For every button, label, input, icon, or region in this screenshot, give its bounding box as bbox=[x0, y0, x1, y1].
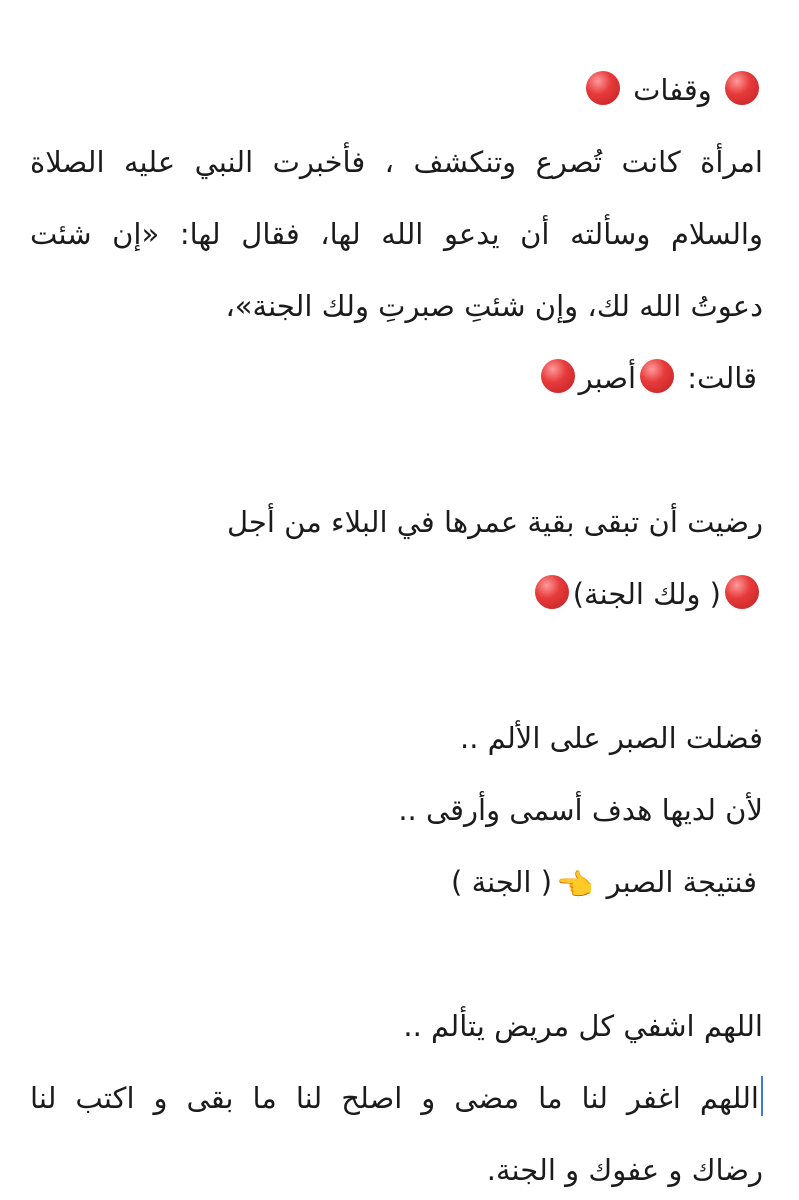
red-circle-icon bbox=[725, 575, 759, 609]
paragraph-line: رضاك و عفوك و الجنة. bbox=[486, 1153, 763, 1187]
result-label: فنتيجة الصبر bbox=[597, 865, 757, 899]
red-circle-icon bbox=[640, 359, 674, 393]
backhand-index-pointing-left-icon: 👈 bbox=[556, 868, 594, 903]
text-cursor bbox=[761, 1076, 763, 1116]
paragraph-line: دعوتُ الله لك، وإن شئتِ صبرتِ ولك الجنة»، bbox=[225, 289, 763, 323]
paragraph-line: فضلت الصبر على الألم .. bbox=[460, 721, 763, 755]
red-circle-icon bbox=[586, 71, 620, 105]
red-circle-icon bbox=[725, 71, 759, 105]
paragraph-line: والسلام وسألته أن يدعو الله لها، فقال لها: «إن شئت bbox=[30, 217, 763, 251]
paradise-phrase: ( ولك الجنة) bbox=[572, 577, 721, 611]
heading-line bbox=[30, 54, 763, 126]
paragraph-line bbox=[30, 846, 763, 918]
result-value: ( الجنة ) bbox=[451, 865, 553, 899]
paragraph-line: امرأة كانت تُصرع وتنكشف ، فأخبرت النبي عليه الصلاة bbox=[30, 145, 763, 179]
patience-word: أصبر bbox=[578, 361, 636, 395]
paragraph-line: اللهم اشفي كل مريض يتألم .. bbox=[403, 1009, 763, 1043]
red-circle-icon bbox=[535, 575, 569, 609]
blank-line bbox=[30, 630, 763, 702]
blank-line bbox=[30, 918, 763, 990]
prayer-text: اللهم اغفر لنا ما مضى و اصلح لنا ما بقى و اكتب لنا bbox=[30, 1081, 759, 1115]
blank-line bbox=[30, 414, 763, 486]
paragraph-line: رضيت أن تبقى بقية عمرها في البلاء من أجل bbox=[226, 505, 763, 539]
heading-text: وقفات bbox=[633, 73, 712, 107]
paragraph-line bbox=[30, 342, 763, 414]
paragraph-line: لأن لديها هدف أسمى وأرقى .. bbox=[398, 793, 763, 827]
paragraph-line bbox=[30, 1062, 763, 1134]
paragraph-line bbox=[30, 558, 763, 630]
red-circle-icon bbox=[541, 359, 575, 393]
said-label: قالت: bbox=[678, 361, 757, 395]
